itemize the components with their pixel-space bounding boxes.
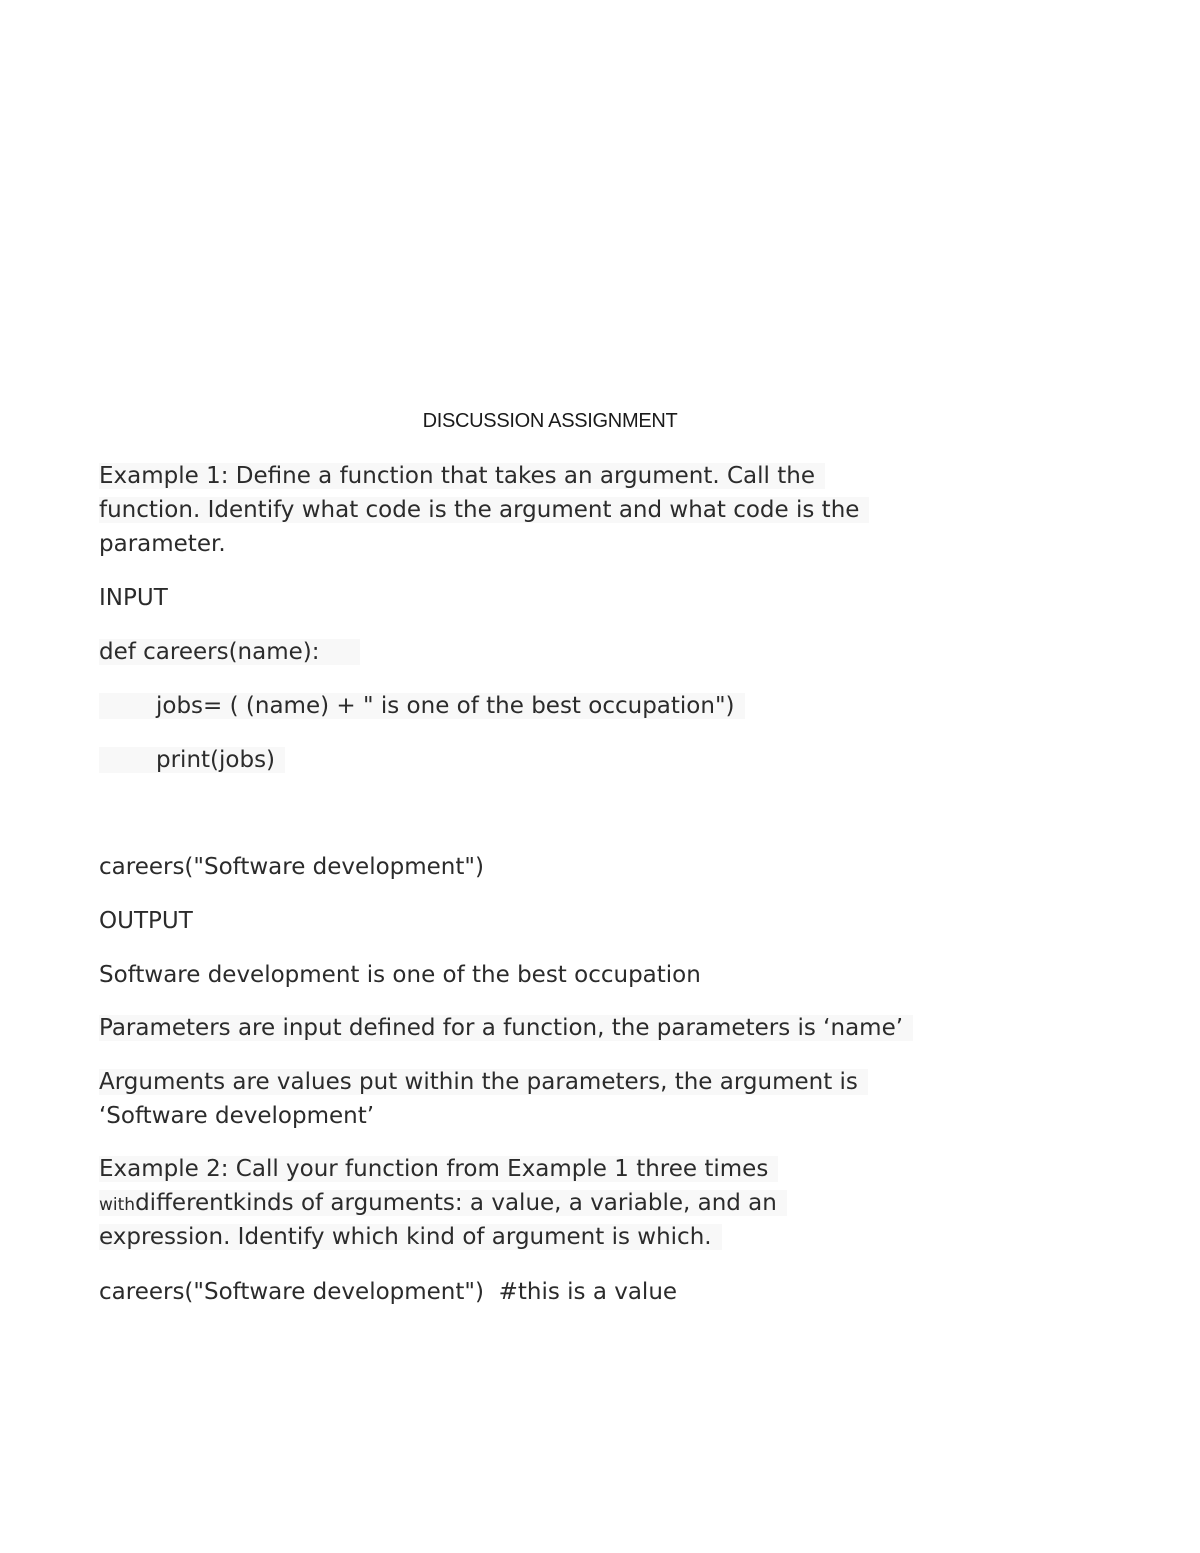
- arguments-explanation-line1: Arguments are values put within the parameters, the argument is: [99, 1065, 868, 1099]
- code-jobs-line: jobs= ( (name) + " is one of the best occupation"): [99, 689, 745, 723]
- arguments-explanation-line2: ‘Software development’: [99, 1103, 375, 1129]
- example2-prompt-line1: Example 2: Call your function from Example 1 three times: [99, 1152, 778, 1186]
- document-title: DISCUSSION ASSIGNMENT: [422, 410, 678, 432]
- code-def-line: def careers(name):: [99, 635, 360, 669]
- example2-prompt-line3: expression. Identify which kind of argument is which.: [99, 1220, 722, 1254]
- example1-prompt-line2: function. Identify what code is the argument and what code is the: [99, 493, 869, 527]
- parameters-explanation: Parameters are input defined for a function, the parameters is ‘name’: [99, 1011, 913, 1045]
- value-call-line: careers("Software development") #this is a value: [99, 1279, 678, 1305]
- code-call-line: careers("Software development"): [99, 854, 484, 880]
- output-label: OUTPUT: [99, 908, 193, 934]
- example2-prompt-line2: withdifferentkinds of arguments: a value, a variable, and an: [99, 1186, 787, 1222]
- output-text: Software development is one of the best occupation: [99, 962, 701, 988]
- example1-prompt-line3: parameter.: [99, 531, 226, 557]
- input-label: INPUT: [99, 585, 168, 611]
- code-print-line: print(jobs): [99, 743, 285, 777]
- example1-prompt-line1: Example 1: Define a function that takes an argument. Call the: [99, 459, 825, 493]
